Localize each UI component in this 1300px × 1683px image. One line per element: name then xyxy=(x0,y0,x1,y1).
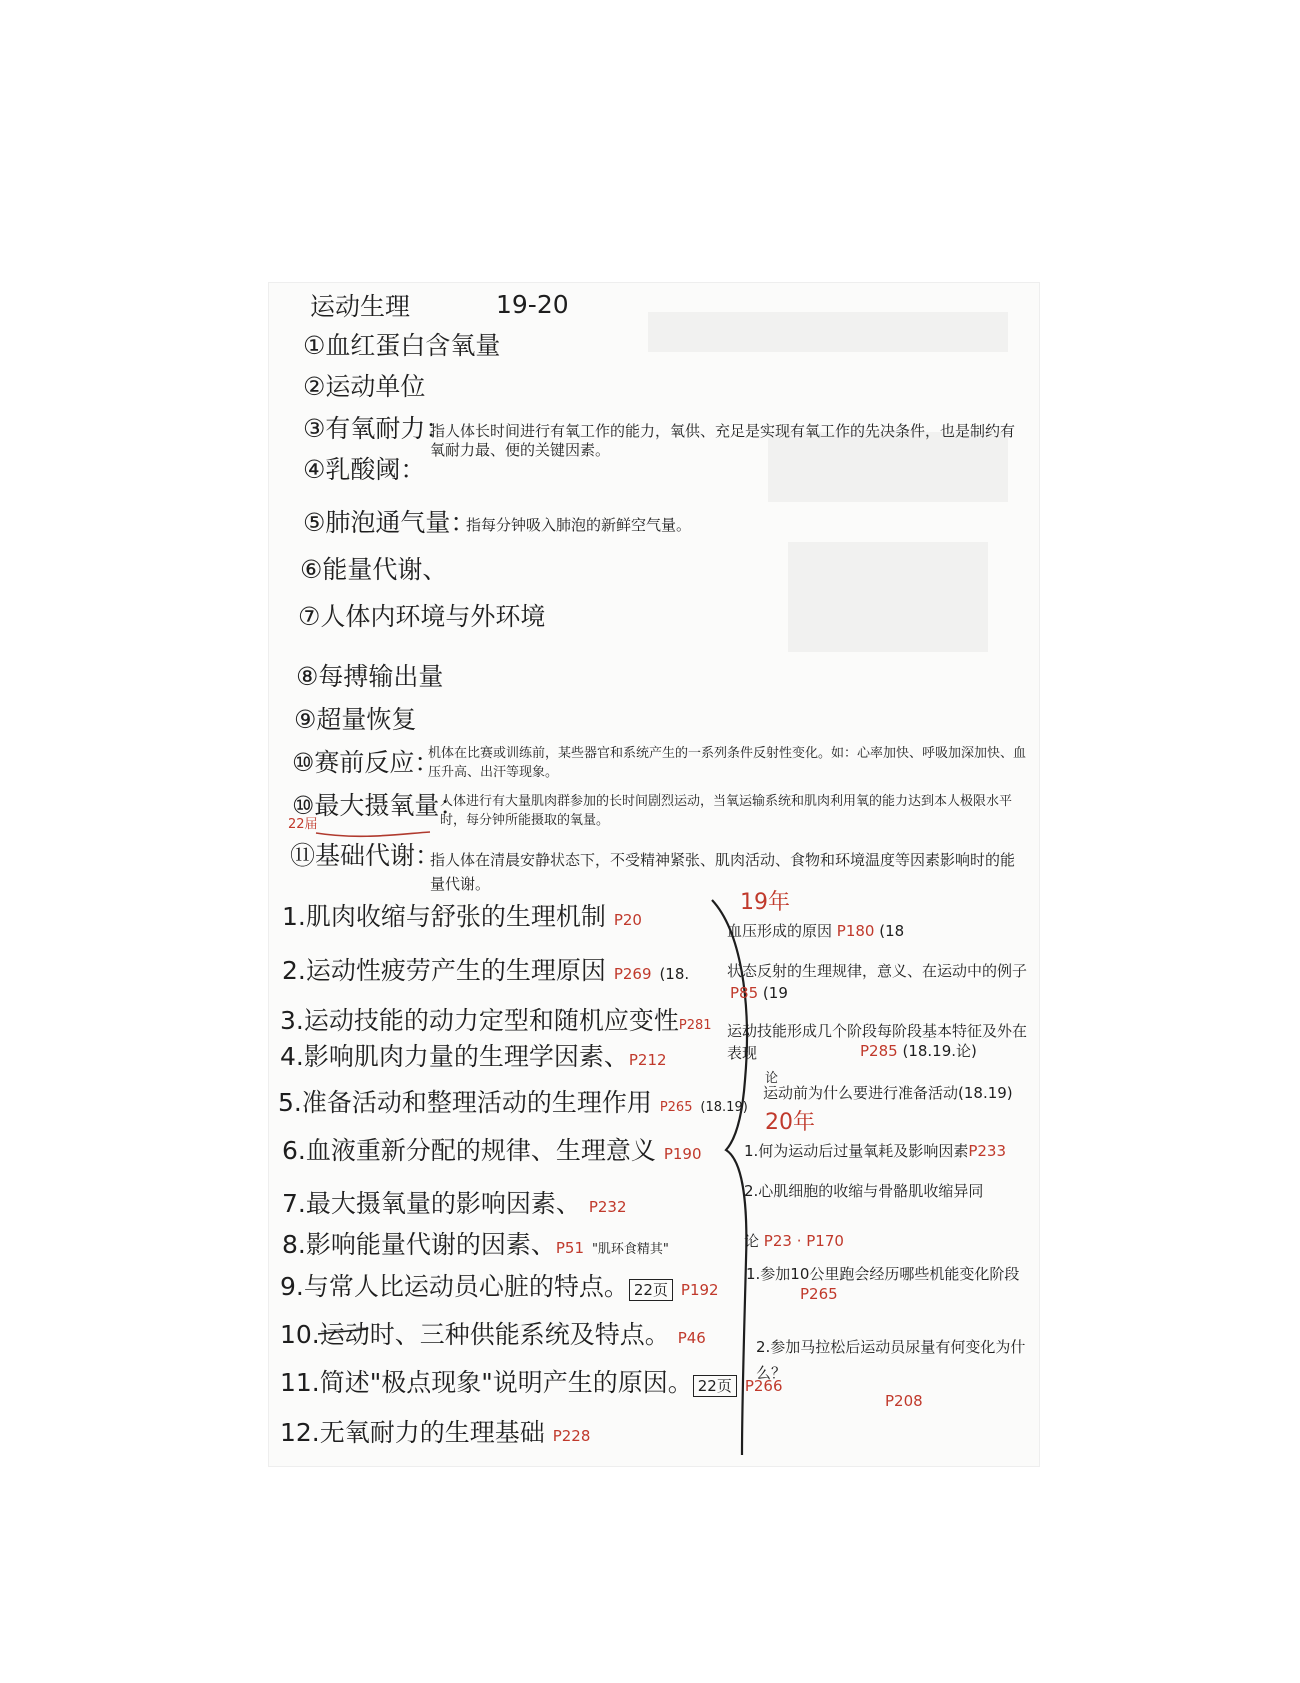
question-10: 10.运动时、三种供能系统及特点。 P46 xyxy=(280,1320,706,1349)
term-5: ⑤肺泡通气量： xyxy=(303,508,476,537)
item19-3: 运动技能形成几个阶段每阶段基本特征及外在表现 xyxy=(727,1022,1028,1062)
term-12: ⑪基础代谢： xyxy=(290,841,441,870)
term-6: ⑥能量代谢、 xyxy=(300,555,448,584)
question-1: 1.肌肉收缩与舒张的生理机制 P20 xyxy=(282,902,642,931)
item20-3: 1.参加10公里跑会经历哪些机能变化阶段 xyxy=(746,1265,1020,1283)
item19-4: 运动前为什么要进行准备活动(18.19) xyxy=(763,1084,1013,1102)
term-3: ③有氧耐力： xyxy=(303,414,451,443)
question-8: 8.影响能量代谢的因素、P51 "肌环食精其" xyxy=(282,1230,669,1259)
page-title: 运动生理 xyxy=(310,292,411,321)
item19-2: 状态反射的生理规律，意义、在运动中的例子 xyxy=(727,962,1028,980)
item20-4: 2.参加马拉松后运动员尿量有何变化为什么？ xyxy=(756,1338,1026,1382)
term-3-definition: 指人体长时间进行有氧工作的能力，氧供、充足是实现有氧工作的先决条件，也是制约有氧耐力最、便的关键因素。 xyxy=(430,422,1016,459)
term-10: ⑩赛前反应： xyxy=(292,748,440,777)
term-2: ②运动单位 xyxy=(303,372,426,401)
question-11: 11.简述"极点现象"说明产生的原因。 22页 P266 xyxy=(280,1368,783,1397)
item19-3-ref: P285 (18.19.论) xyxy=(860,1042,977,1060)
term-9: ⑨超量恢复 xyxy=(294,705,417,734)
term-12-definition: 指人体在清晨安静状态下，不受精神紧张、肌肉活动、食物和环境温度等因素影响时的能量代谢。 xyxy=(430,851,1016,893)
item20-3-ref: P265 xyxy=(800,1285,838,1303)
question-9: 9.与常人比运动员心脏的特点。 22页 P192 xyxy=(280,1272,719,1301)
term-11-definition: 人体进行有大量肌肉群参加的长时间剧烈运动，当氧运输系统和肌肉利用氧的能力达到本人极限水平时，每分钟所能摄取的氧量。 xyxy=(440,794,1013,828)
term-5-definition: 指每分钟吸入肺泡的新鲜空气量。 xyxy=(466,516,692,534)
question-2: 2.运动性疲劳产生的生理原因 P269 (18. xyxy=(282,956,690,985)
question-7: 7.最大摄氧量的影响因素、 P232 xyxy=(282,1189,627,1218)
question-6: 6.血液重新分配的规律、生理意义 P190 xyxy=(282,1136,702,1165)
term-7: ⑦人体内环境与外环境 xyxy=(298,602,546,631)
term-4: ④乳酸阈： xyxy=(303,455,426,484)
question-3: 3.运动技能的动力定型和随机应变性P281 xyxy=(280,1006,712,1035)
question-12: 12.无氧耐力的生理基础 P228 xyxy=(280,1418,591,1447)
item20-2: 2.心肌细胞的收缩与骨骼肌收缩异同 xyxy=(744,1182,984,1200)
year-20-label: 20年 xyxy=(765,1110,815,1135)
margin-note: 22届 xyxy=(288,817,318,832)
item19-1: 血压形成的原因 P180 (18 xyxy=(727,922,905,940)
year-19-label: 19年 xyxy=(740,890,790,915)
item20-essay-label: 论 P23 · P170 xyxy=(744,1232,844,1250)
term-8: ⑧每搏输出量 xyxy=(296,662,444,691)
year-range: 19-20 xyxy=(496,290,569,319)
item19-2-ref: P85 (19 xyxy=(730,984,788,1002)
question-4: 4.影响肌肉力量的生理学因素、P212 xyxy=(280,1042,667,1071)
question-5: 5.准备活动和整理活动的生理作用 P265 (18.19) xyxy=(278,1088,748,1117)
item19-4-note: 论 xyxy=(765,1071,779,1086)
item20-1: 1.何为运动后过量氧耗及影响因素P233 xyxy=(744,1142,1007,1160)
term-11: ⑩最大摄氧量： xyxy=(292,791,465,820)
item20-4-ref: P208 xyxy=(885,1392,923,1410)
term-10-definition: 机体在比赛或训练前，某些器官和系统产生的一系列条件反射性变化。如：心率加快、呼吸加深加快、血压升高、出汗等现象。 xyxy=(428,746,1027,780)
term-1: ①血红蛋白含氧量 xyxy=(303,331,501,360)
